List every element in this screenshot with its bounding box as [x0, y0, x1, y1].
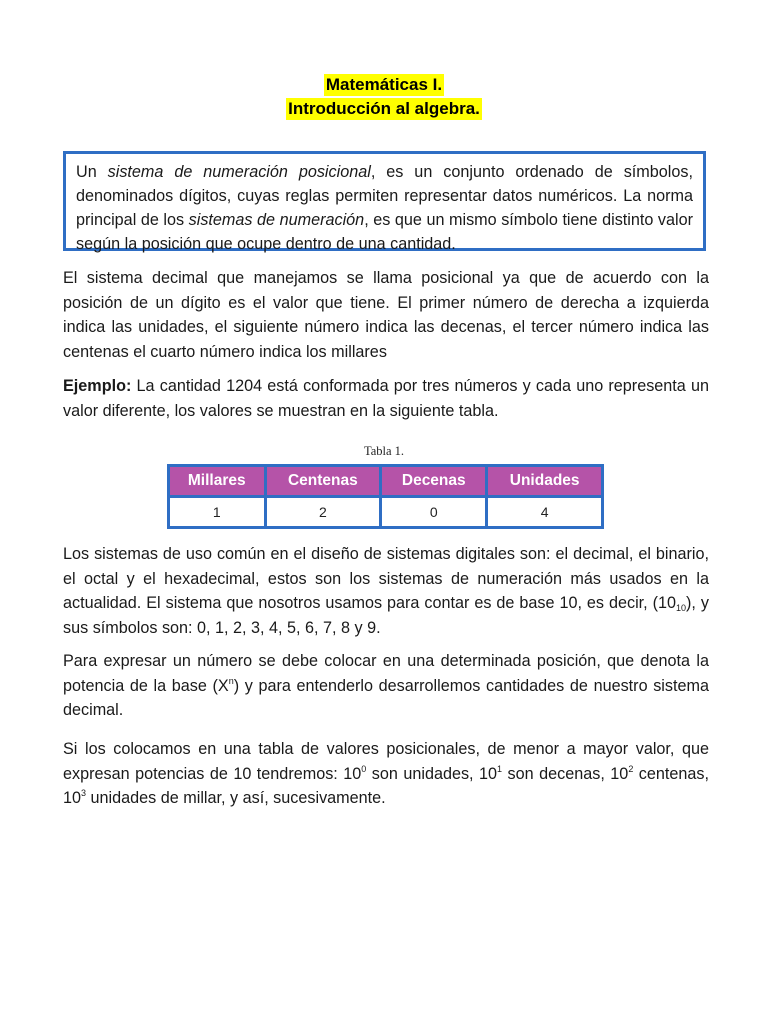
powers-text-3: son decenas, 10	[502, 764, 629, 783]
definition-term-2: sistemas de numeración	[188, 211, 365, 229]
base-power-text-1: Para expresar un número se debe colocar en una determinada posición, que denota la potencia de la base (X	[63, 652, 709, 695]
title-line-2: Introducción al algebra.	[288, 99, 480, 118]
base-power-text-2: ) y para entenderlo desarrollemos cantidades de nuestro sistema decimal.	[63, 676, 709, 719]
table-header-row	[169, 466, 603, 497]
value-millares: 1	[169, 497, 266, 528]
value-decenas: 0	[381, 497, 487, 528]
powers-text-5: unidades de millar, y así, sucesivamente.	[86, 789, 386, 807]
paragraph-example	[63, 374, 709, 423]
paragraph-powers-of-ten	[63, 737, 709, 811]
document-title	[0, 74, 768, 120]
definition-text-2: , es un conjunto ordenado de símbolos, denominados dígitos, cuyas reglas permiten representar datos numéricos. La norma principal de los	[76, 163, 693, 229]
value-unidades: 4	[487, 497, 603, 528]
paragraph-common-systems	[63, 542, 709, 640]
powers-text-2: son unidades, 10	[366, 764, 498, 783]
exponent-n: n	[228, 675, 234, 686]
paragraph-positional-system: El sistema decimal que manejamos se llama posicional ya que de acuerdo con la posición de un dígito es el valor que tiene. El primer número de derecha a izquierda indica las unidades, el siguiente número indica las decenas, el tercer número indica las centenas el cuarto número indica los millares	[63, 269, 709, 361]
exponent-1: 1	[497, 763, 503, 774]
table-row	[169, 497, 603, 528]
header-unidades: Unidades	[487, 466, 603, 497]
value-centenas: 2	[265, 497, 381, 528]
example-text: La cantidad 1204 está conformada por tres números y cada uno representa un valor diferente, los valores se muestran en la siguiente tabla.	[63, 377, 709, 420]
place-value-table	[167, 464, 604, 529]
powers-text-4: centenas, 10	[63, 764, 710, 807]
exponent-0: 0	[361, 763, 367, 774]
exponent-3: 3	[81, 788, 87, 798]
base-subscript: 10	[676, 603, 687, 613]
powers-text-1: Si los colocamos en una tabla de valores posicionales, de menor a mayor valor, que expresan potencias de 10 tendremos: 10	[63, 740, 709, 783]
definition-box	[63, 151, 706, 251]
title-line-1: Matemáticas I.	[325, 75, 443, 94]
paragraph-base-power	[63, 649, 709, 723]
table-caption: Tabla 1.	[363, 444, 405, 458]
header-centenas: Centenas	[265, 466, 381, 497]
definition-text-3: , es que un mismo símbolo tiene distinto valor según la posición que ocupe dentro de una cantidad.	[76, 211, 694, 253]
common-systems-text-1: Los sistemas de uso común en el diseño de sistemas digitales son: el decimal, el binario, el octal y el hexadecimal, estos son los sistemas de numeración más usados en la actualidad. El sistema que nosotros usamos para contar es de base 10, es decir, (10	[63, 545, 709, 612]
exponent-2: 2	[628, 763, 634, 774]
definition-text-1: Un	[76, 163, 108, 181]
common-systems-text-2: ), y sus símbolos son: 0, 1, 2, 3, 4, 5, 6, 7, 8 y 9.	[63, 594, 709, 637]
header-decenas: Decenas	[381, 466, 487, 497]
definition-term-1: sistema de numeración posicional	[107, 163, 371, 181]
example-label: Ejemplo:	[63, 377, 132, 395]
header-millares: Millares	[169, 466, 266, 497]
